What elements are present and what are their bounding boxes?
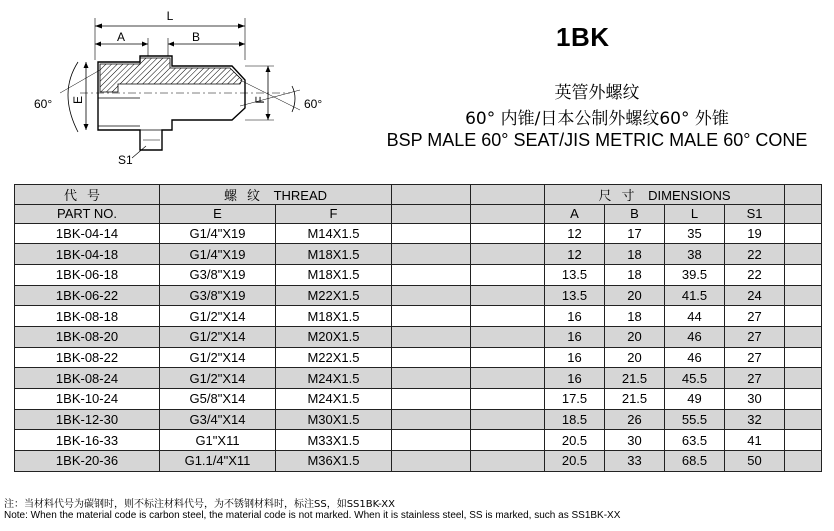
cell-dim-l: 55.5: [665, 409, 725, 430]
cell-thread-f: M22X1.5: [276, 285, 392, 306]
cell-thread-f: M33X1.5: [276, 430, 392, 451]
cell-dim-a: 18.5: [545, 409, 605, 430]
cell-dim-s1: 27: [725, 347, 785, 368]
cell-dim-b: 26: [605, 409, 665, 430]
cell-dim-l: 46: [665, 326, 725, 347]
cell-thread-e: G1/2"X14: [160, 368, 276, 389]
product-code: 1BK: [556, 22, 610, 52]
header-l: L: [665, 205, 725, 224]
cell-thread-f: M18X1.5: [276, 264, 392, 285]
header-s1: S1: [725, 205, 785, 224]
dim-A-label: A: [116, 30, 126, 44]
cell-thread-f: M20X1.5: [276, 326, 392, 347]
cell-dim-s1: 27: [725, 368, 785, 389]
header-thread: 螺纹 THREAD: [160, 185, 392, 205]
cell-dim-a: 12: [545, 223, 605, 244]
cell-part-no: 1BK-08-18: [15, 306, 160, 327]
cell-dim-s1: 41: [725, 430, 785, 451]
cell-thread-f: M18X1.5: [276, 306, 392, 327]
cell-dim-l: 49: [665, 389, 725, 410]
description-cn-line2: 60° 内锥/日本公制外螺纹60° 外锥: [465, 109, 729, 129]
cell-dim-l: 38: [665, 244, 725, 265]
cell-part-no: 1BK-08-20: [15, 326, 160, 347]
cell-dim-a: 13.5: [545, 264, 605, 285]
cell-dim-b: 20: [605, 326, 665, 347]
cell-thread-e: G1/2"X14: [160, 306, 276, 327]
cell-dim-b: 18: [605, 264, 665, 285]
table-row: [15, 285, 822, 306]
cell-dim-b: 21.5: [605, 389, 665, 410]
dim-S1-label: S1: [118, 153, 133, 167]
cell-dim-l: 39.5: [665, 264, 725, 285]
table-row: [15, 326, 822, 347]
cell-dim-l: 46: [665, 347, 725, 368]
fitting-drawing: [0, 0, 360, 180]
cell-dim-a: 20.5: [545, 430, 605, 451]
table-row: [15, 264, 822, 285]
cell-part-no: 1BK-04-18: [15, 244, 160, 265]
table-row: [15, 244, 822, 265]
dim-L-label: L: [166, 9, 174, 23]
cell-dim-b: 21.5: [605, 368, 665, 389]
cell-dim-l: 35: [665, 223, 725, 244]
table-row: [15, 451, 822, 472]
header-f: F: [276, 205, 392, 224]
cell-thread-e: G3/4"X14: [160, 409, 276, 430]
cell-thread-e: G1/2"X14: [160, 326, 276, 347]
cell-dim-b: 18: [605, 306, 665, 327]
cell-dim-s1: 24: [725, 285, 785, 306]
cell-part-no: 1BK-10-24: [15, 389, 160, 410]
cell-thread-e: G5/8"X14: [160, 389, 276, 410]
dim-E-label: E: [71, 95, 85, 105]
cell-dim-a: 16: [545, 326, 605, 347]
description-en-line: BSP MALE 60° SEAT/JIS METRIC MALE 60° CONE: [386, 130, 808, 150]
cell-part-no: 1BK-16-33: [15, 430, 160, 451]
cell-dim-a: 20.5: [545, 451, 605, 472]
cell-thread-e: G1/2"X14: [160, 347, 276, 368]
table-row: [15, 347, 822, 368]
cell-thread-e: G1/4"X19: [160, 223, 276, 244]
cell-thread-f: M22X1.5: [276, 347, 392, 368]
header-dimensions: 尺寸 DIMENSIONS: [545, 185, 785, 205]
cell-thread-e: G1/4"X19: [160, 244, 276, 265]
cell-part-no: 1BK-06-18: [15, 264, 160, 285]
cell-dim-a: 16: [545, 368, 605, 389]
cell-dim-s1: 50: [725, 451, 785, 472]
note-en: Note: When the material code is carbon steel, the material code is not marked. When it is stainless steel, SS is marked, such as SS1BK-XX: [4, 510, 621, 521]
cell-thread-e: G1.1/4"X11: [160, 451, 276, 472]
cell-dim-a: 13.5: [545, 285, 605, 306]
cell-dim-s1: 22: [725, 264, 785, 285]
cell-dim-a: 17.5: [545, 389, 605, 410]
table-row: [15, 430, 822, 451]
cell-dim-s1: 32: [725, 409, 785, 430]
table-body: [15, 223, 822, 471]
angle-left-label: 60°: [34, 97, 53, 111]
header-e: E: [160, 205, 276, 224]
spec-table: [14, 184, 822, 472]
description-cn-line1: 英管外螺纹: [554, 83, 640, 103]
table-header-row-2: [15, 205, 822, 224]
table-row: [15, 389, 822, 410]
header-a: A: [545, 205, 605, 224]
cell-thread-e: G3/8"X19: [160, 264, 276, 285]
angle-right-label: 60°: [304, 97, 323, 111]
header-code: 代号: [15, 185, 160, 205]
cell-dim-b: 20: [605, 347, 665, 368]
cell-dim-s1: 27: [725, 306, 785, 327]
dim-F-label: F: [253, 96, 267, 104]
cell-dim-b: 17: [605, 223, 665, 244]
cell-thread-e: G3/8"X19: [160, 285, 276, 306]
table-row: [15, 368, 822, 389]
cell-part-no: 1BK-08-22: [15, 347, 160, 368]
cell-dim-l: 41.5: [665, 285, 725, 306]
cell-dim-b: 33: [605, 451, 665, 472]
table-row: [15, 409, 822, 430]
cell-dim-a: 16: [545, 347, 605, 368]
cell-dim-a: 16: [545, 306, 605, 327]
cell-dim-l: 45.5: [665, 368, 725, 389]
cell-thread-f: M36X1.5: [276, 451, 392, 472]
cell-part-no: 1BK-20-36: [15, 451, 160, 472]
cell-part-no: 1BK-04-14: [15, 223, 160, 244]
cell-dim-b: 30: [605, 430, 665, 451]
cell-dim-l: 63.5: [665, 430, 725, 451]
cell-part-no: 1BK-08-24: [15, 368, 160, 389]
cell-dim-l: 44: [665, 306, 725, 327]
header-part-no: PART NO.: [15, 205, 160, 224]
cell-thread-f: M24X1.5: [276, 389, 392, 410]
header-b: B: [605, 205, 665, 224]
cell-thread-e: G1"X11: [160, 430, 276, 451]
note-cn: 注：当材料代号为碳钢时，则不标注材料代号，为不锈钢材料时，标注SS，如SS1BK-XX: [4, 499, 395, 510]
cell-dim-b: 18: [605, 244, 665, 265]
cell-thread-f: M30X1.5: [276, 409, 392, 430]
cell-dim-b: 20: [605, 285, 665, 306]
dim-B-label: B: [191, 30, 201, 44]
table-header-row-1: [15, 185, 822, 205]
cell-part-no: 1BK-06-22: [15, 285, 160, 306]
table-row: [15, 306, 822, 327]
cell-dim-l: 68.5: [665, 451, 725, 472]
cell-thread-f: M14X1.5: [276, 223, 392, 244]
table-row: [15, 223, 822, 244]
cell-dim-s1: 27: [725, 326, 785, 347]
cell-thread-f: M18X1.5: [276, 244, 392, 265]
cell-dim-s1: 22: [725, 244, 785, 265]
cell-dim-s1: 19: [725, 223, 785, 244]
cell-dim-s1: 30: [725, 389, 785, 410]
cell-part-no: 1BK-12-30: [15, 409, 160, 430]
cell-thread-f: M24X1.5: [276, 368, 392, 389]
cell-dim-a: 12: [545, 244, 605, 265]
